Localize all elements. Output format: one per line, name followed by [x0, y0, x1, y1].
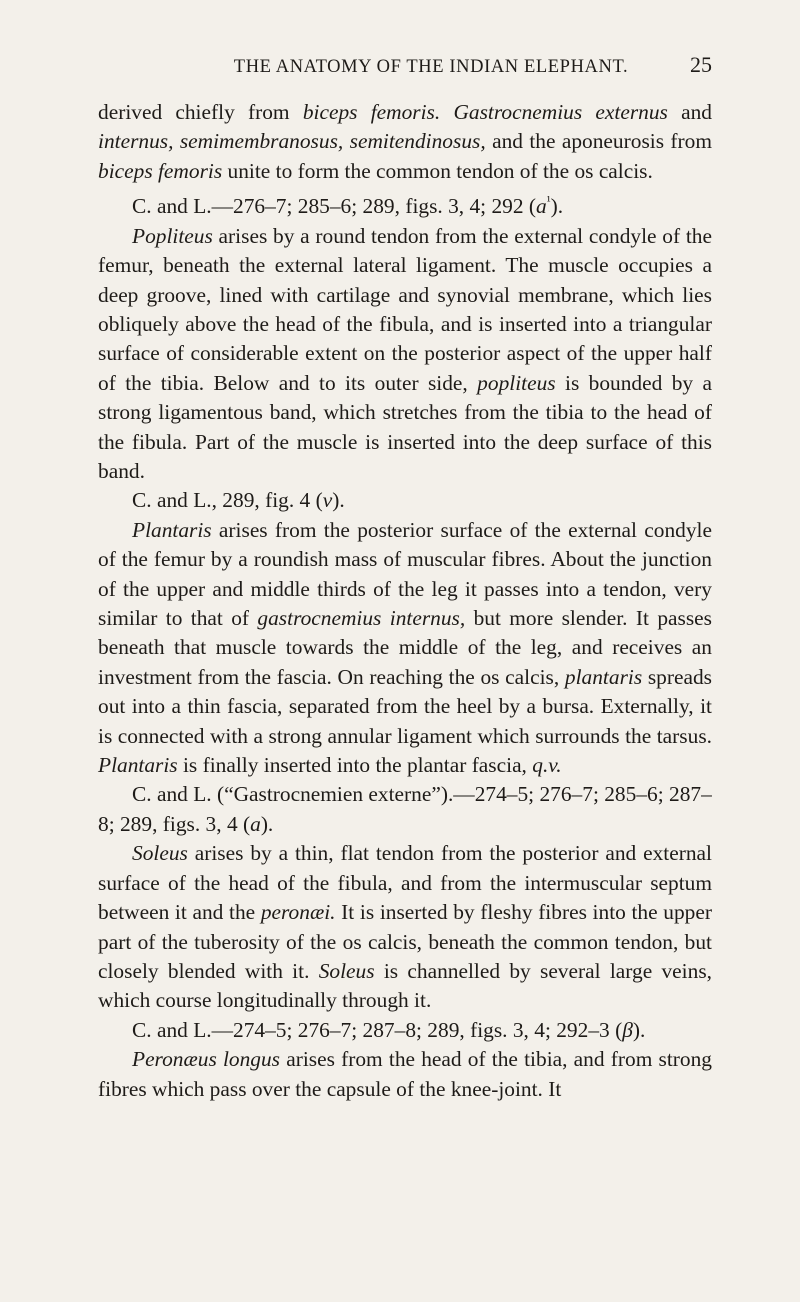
text-run: C. and L., 289, fig. 4 ( [132, 488, 323, 513]
italic-run: plantaris [564, 664, 643, 689]
italic-run: biceps femoris [98, 158, 223, 183]
italic-run: peronæi. [260, 900, 336, 925]
text-run: is channelled by several large veins, which course longitudinally through it. [98, 958, 712, 1013]
paragraph [98, 516, 712, 781]
running-title: THE ANATOMY OF THE INDIAN ELEPHANT. [233, 57, 629, 77]
italic-run: Soleus [318, 958, 375, 983]
text-run: spreads out into a thin fascia, separated from the heel by a bursa. Externally, it is connected with a strong annular ligament which surrounds the tarsus. [98, 664, 713, 748]
text-run: C. and L. (“Gastrocnemien externe”).—274–5; 276–7; 285–6; 287–8; 289, figs. 3, 4 ( [98, 782, 712, 836]
text-run: and [667, 100, 713, 124]
paragraph [98, 98, 712, 186]
italic-run: biceps femoris. [302, 100, 441, 124]
text-run [440, 100, 453, 124]
text-run: ). [332, 488, 345, 513]
page-number: 25 [690, 52, 712, 77]
italic-run: v [322, 488, 333, 513]
text-run: C. and L.—276–7; 285–6; 289, figs. 3, 4; 292 ( [132, 194, 537, 219]
italic-run: β [622, 1017, 633, 1042]
text-run: ). [632, 1017, 646, 1042]
text-run: is finally inserted into the plantar fascia, [177, 753, 533, 778]
italic-run: q.v. [532, 753, 562, 778]
text-run: is bounded by a strong ligamentous band, which stretches from the tibia to the head of the fibula. Part of the muscle is inserted into the deep surface of this band. [98, 370, 712, 483]
text-run: but more slender. It passes beneath that muscle towards the middle of the leg, and receives an investment from the fascia. On reaching the os calcis, [98, 606, 712, 689]
italic-run: gastrocnemius internus, [257, 606, 466, 631]
paragraph [98, 222, 712, 487]
italic-run: Plantaris [132, 517, 212, 542]
italic-run: popliteus [477, 370, 556, 395]
italic-run: internus, semimembranosus, semitendinosus, [98, 129, 486, 154]
text-run: arises by a round tendon from the external condyle of the femur, beneath the external lateral ligament. The muscle occupies a deep groove, lined with cartilage and synovial membrane, which lies obliquely above the head of the fibula, and is inserted into a triangular surface of considerable extent on the posterior aspect of the upper half of the tibia. Below and to its outer side, [98, 223, 712, 395]
text-run: C. and L.—274–5; 276–7; 287–8; 289, figs. 3, 4; 292–3 ( [132, 1017, 623, 1042]
text-run: arises from the head of the tibia, and from strong fibres which pass over the capsule of the knee-joint. It [98, 1047, 712, 1101]
reference-line [98, 780, 712, 839]
reference-line [98, 1016, 712, 1045]
text-run: unite to form the common tendon of the os calcis. [222, 158, 653, 183]
paragraph [98, 1045, 712, 1104]
text-run: ). [260, 811, 274, 836]
reference-line [98, 486, 712, 515]
text-run: ). [550, 194, 564, 219]
text-run: arises by a thin, flat tendon from the posterior and external surface of the head of the fibula, and from the intermuscular septum between it and the [98, 841, 712, 925]
italic-run: a [536, 194, 547, 219]
italic-run: a [250, 811, 261, 836]
paragraph [98, 839, 712, 1015]
reference-line [98, 186, 712, 222]
italic-run: Gastrocnemius externus [453, 100, 668, 124]
text-run: derived chiefly from [98, 100, 303, 124]
italic-run: Popliteus [132, 223, 213, 248]
italic-run: Peronæus longus [132, 1047, 281, 1072]
running-head [98, 52, 712, 86]
italic-run: Plantaris [98, 753, 178, 778]
text-run: ¹ [546, 193, 551, 209]
text-run: and the aponeurosis from [485, 129, 712, 154]
italic-run: Soleus [132, 841, 188, 866]
body-text [98, 98, 712, 1104]
text-run: It is inserted by fleshy fibres into the upper part of the tuberosity of the os calcis, beneath the common tendon, but closely blended with it. [98, 900, 712, 983]
text-run: arises from the posterior surface of the external condyle of the femur by a roundish mass of muscular fibres. About the junction of the upper and middle thirds of the leg it passes into a tendon, very similar to that of [98, 517, 712, 631]
